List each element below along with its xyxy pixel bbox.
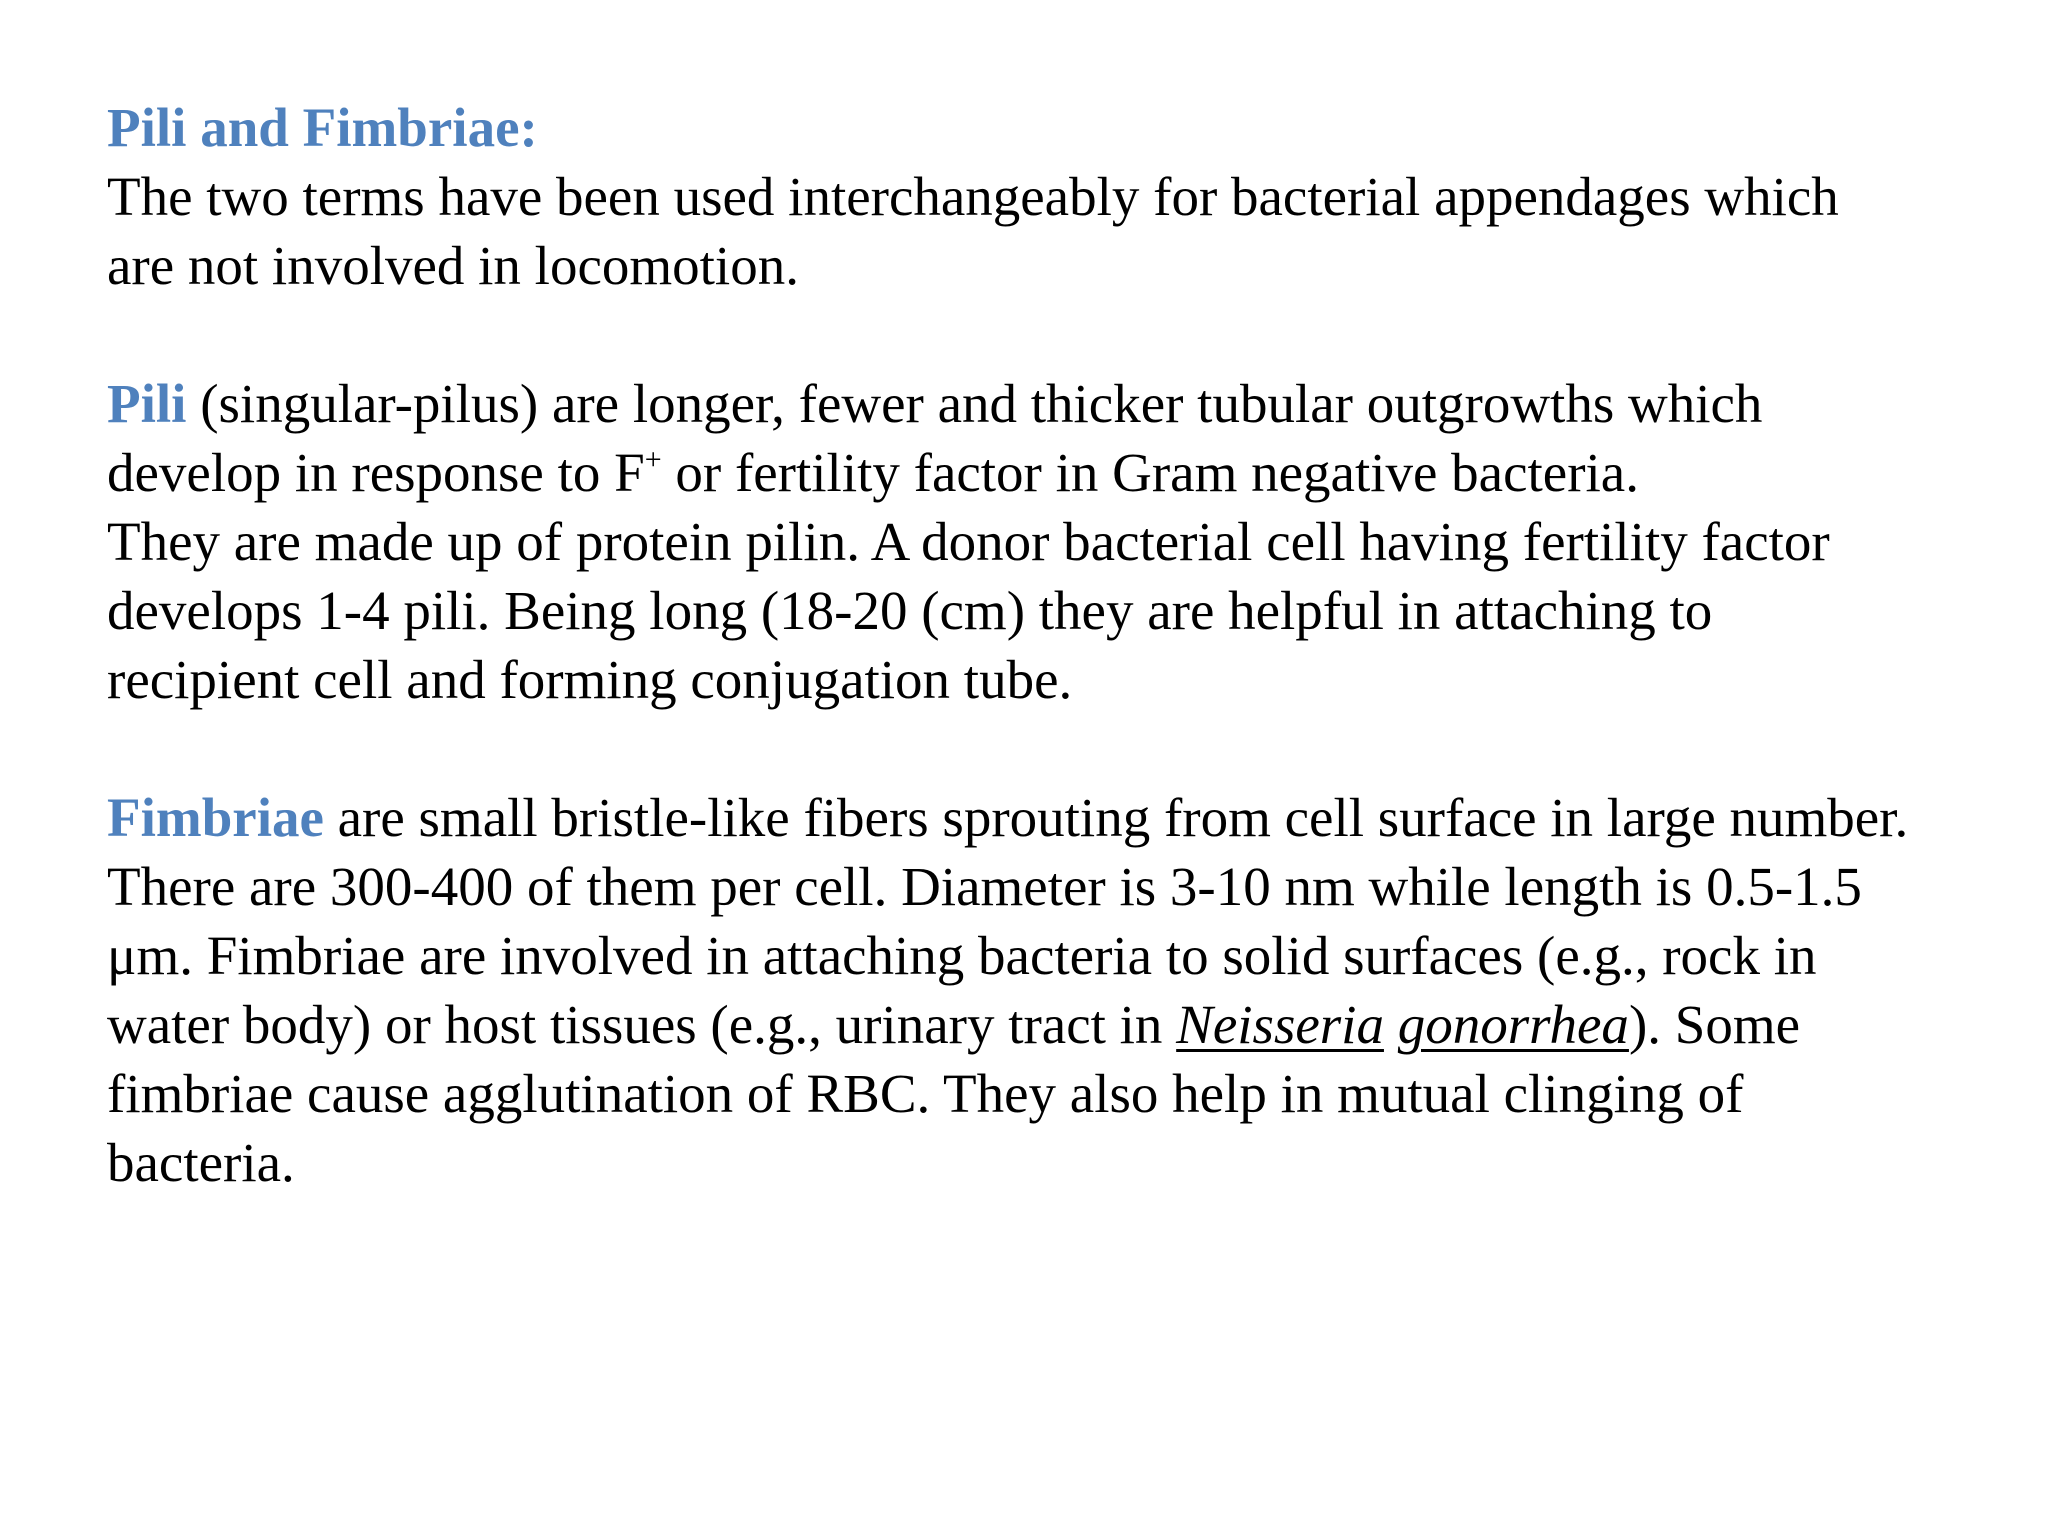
text-line: They are made up of protein pilin. A donor bacterial cell having fertility factor (107, 511, 1830, 572)
fimbriae-term: Fimbriae (107, 787, 324, 848)
paragraph-spacer (107, 300, 2027, 369)
text-span: or fertility factor in Gram negative bacteria. (661, 442, 1639, 503)
text-line: are not involved in locomotion. (107, 235, 799, 296)
text-line (107, 438, 2027, 507)
pili-paragraph (107, 369, 2027, 714)
text-line (107, 990, 2027, 1059)
fimbriae-paragraph (107, 783, 2027, 1197)
text-line: develops 1-4 pili. Being long (18-20 (cm) they are helpful in attaching to (107, 580, 1713, 641)
text-span: develop in response to F (107, 442, 645, 503)
text-span (1384, 994, 1398, 1055)
section-heading: Pili and Fimbriae: (107, 97, 538, 158)
heading-block (107, 93, 2027, 162)
text-span: are small bristle-like fibers sprouting from cell surface in large number. (323, 787, 1909, 848)
text-line (107, 783, 2027, 852)
slide-content (107, 93, 2027, 1197)
superscript-plus: + (644, 443, 662, 476)
text-line: μm. Fimbriae are involved in attaching bacteria to solid surfaces (e.g., rock in (107, 925, 1817, 986)
species-epithet: gonorrhea (1397, 994, 1629, 1055)
text-line: fimbriae cause agglutination of RBC. They also help in mutual clinging of (107, 1063, 1744, 1124)
text-line: The two terms have been used interchangeably for bacterial appendages which (107, 166, 1839, 227)
text-line (107, 369, 2027, 438)
text-line: recipient cell and forming conjugation tube. (107, 649, 1073, 710)
text-span: ). Some (1628, 994, 1801, 1055)
species-genus: Neisseria (1176, 994, 1384, 1055)
text-line: There are 300-400 of them per cell. Diameter is 3-10 nm while length is 0.5-1.5 (107, 856, 1862, 917)
paragraph-spacer (107, 714, 2027, 783)
text-span: (singular-pilus) are longer, fewer and thicker tubular outgrowths which (186, 373, 1763, 434)
intro-paragraph (107, 162, 2027, 300)
text-line: bacteria. (107, 1132, 295, 1193)
text-span: water body) or host tissues (e.g., urinary tract in (107, 994, 1177, 1055)
pili-term: Pili (107, 373, 187, 434)
